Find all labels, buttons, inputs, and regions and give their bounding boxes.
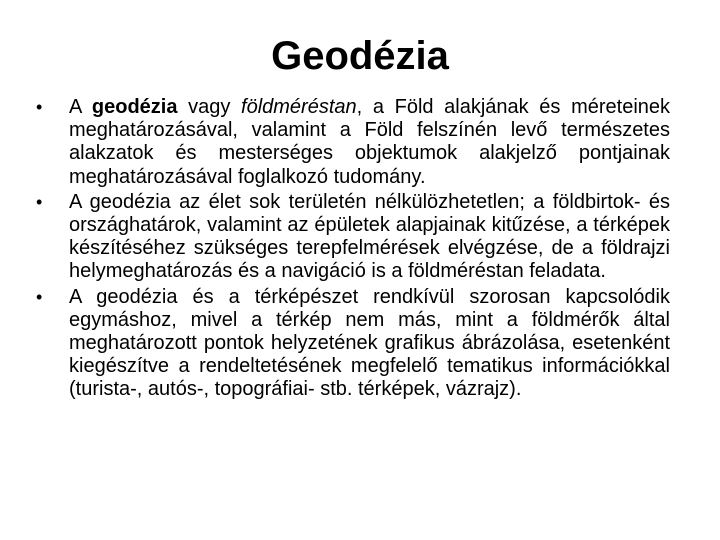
bullet-text-middle: vagy (177, 96, 242, 118)
bullet-list (36, 96, 670, 404)
bullet-text-rest: , a Föld alakjának és méreteinek meghatározásával, valamint a Föld felszínén levő természetes alakzatok és mesterséges objektumok alakjelző pontjainak meghatározásával foglalkozó tudomány. (69, 96, 671, 188)
bullet-text-prefix: A (69, 96, 92, 118)
bullet-text: A geodézia az élet sok területén nélkülözhetetlen; a földbirtok- és országhatárok, valamint az épületek alapjainak kitűzése, a térképek készítéséhez szükséges terepfelmérések elvégzése, de a földrajzi helymeghatározás és a navigáció is a földméréstan feladata. (69, 190, 670, 283)
bullet-text: A geodézia és a térképészet rendkívül szorosan kapcsolódik egymáshoz, mivel a térkép nem más, mint a földmérők által meghatározott pontok helyzetének grafikus ábrázolása, esetenként kiegészítve a rendeltetésének megfelelő tematikus információkkal (turista-, autós-, topográfiai- stb. térképek, vázrajz). (69, 285, 670, 401)
bullet-item (36, 96, 670, 189)
bullet-text-bold: geodézia (91, 96, 178, 118)
bullet-item (36, 286, 670, 402)
bullet-text-italic: földméréstan (241, 96, 357, 118)
bullet-item (36, 191, 670, 284)
slide-title: Geodézia (271, 34, 449, 78)
bullet-dot-icon: • (36, 191, 43, 212)
bullet-dot-icon: • (36, 97, 43, 117)
bullet-dot-icon: • (36, 286, 43, 307)
